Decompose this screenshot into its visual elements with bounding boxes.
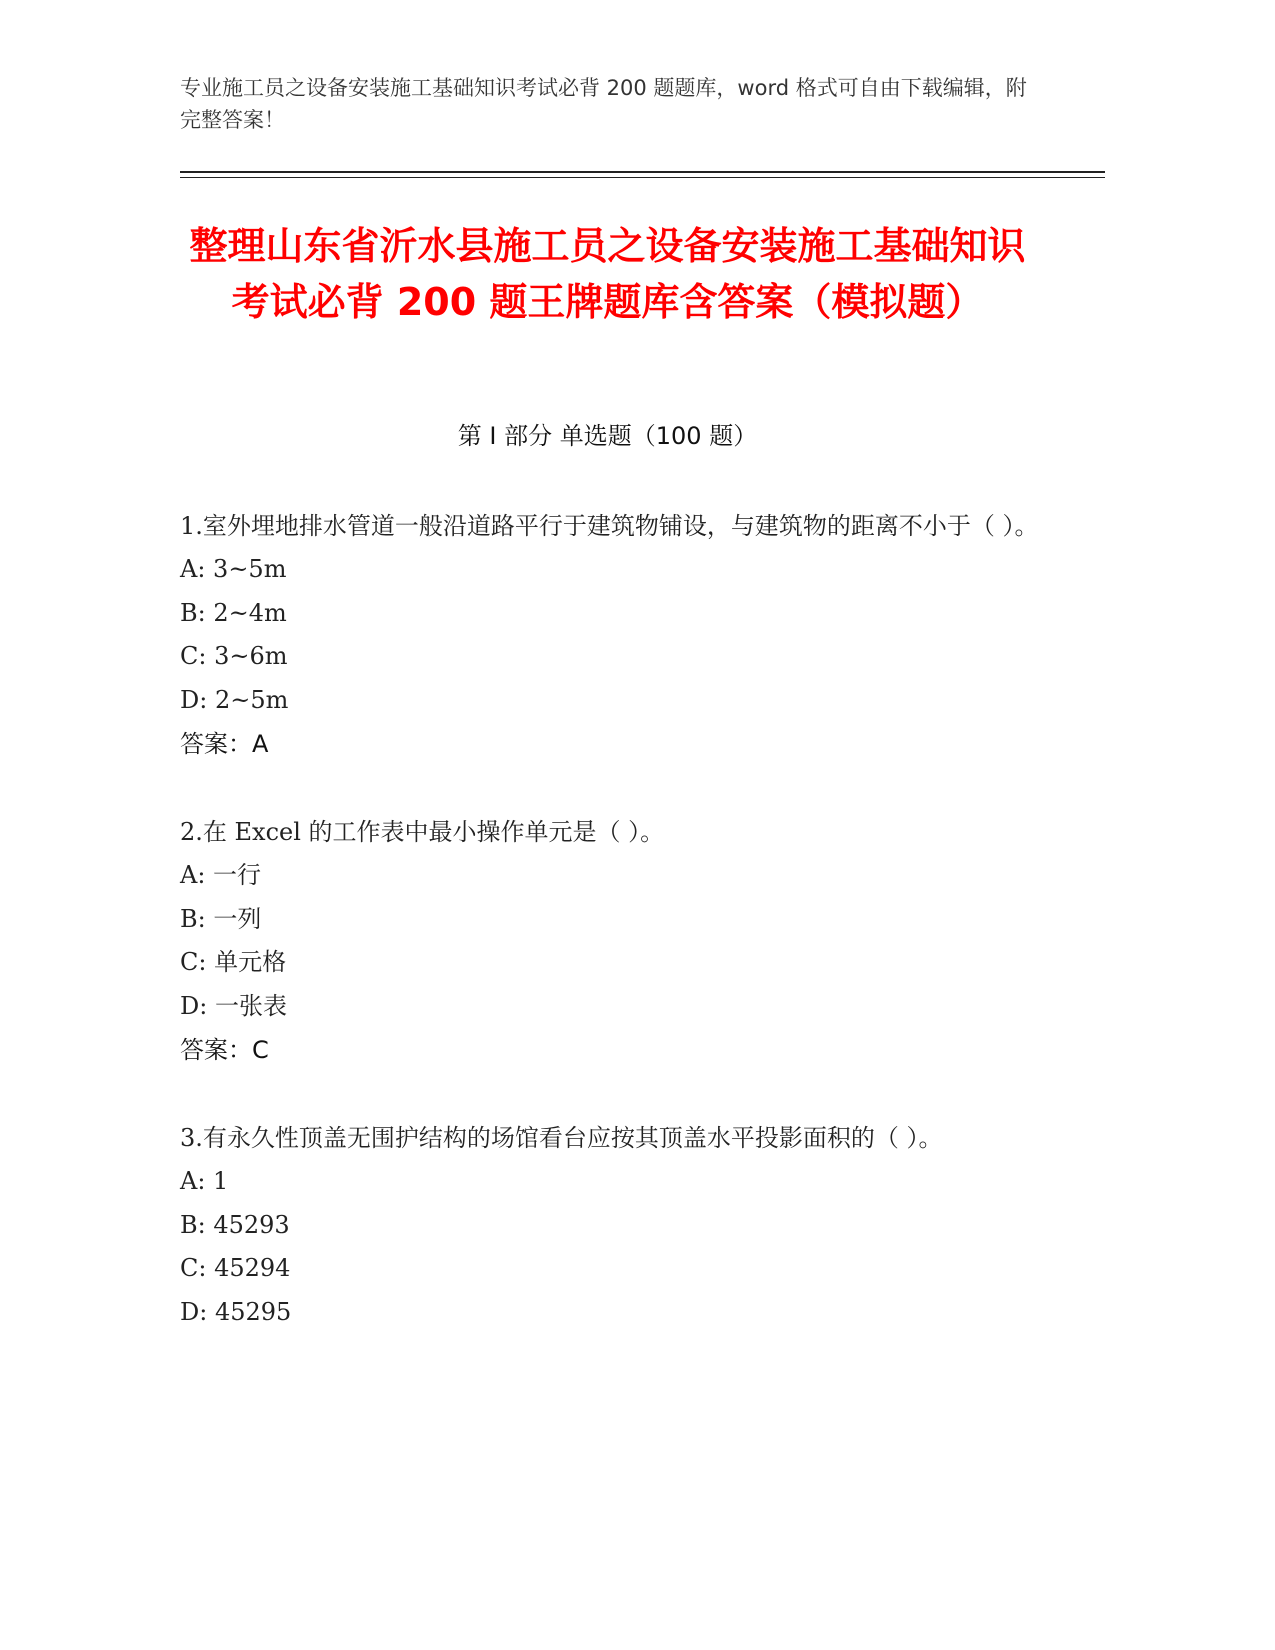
header-note: 专业施工员之设备安装施工基础知识考试必背 200 题题库，word 格式可自由下载编辑，附完整答案！ (180, 76, 1027, 132)
option-c: C: 45294 (180, 1254, 291, 1282)
section-heading: 第 I 部分 单选题（100 题） (457, 422, 758, 450)
option-b: B: 2~4m (180, 598, 287, 627)
option-d: D: 2~5m (180, 685, 289, 714)
document-title: 整理山东省沂水县施工员之设备安装施工基础知识考试必背 200 题王牌题库含答案（模拟题） (189, 224, 1026, 324)
option-c: C: 3~6m (180, 642, 288, 670)
question-3 (180, 1116, 1040, 1334)
option-c: C: 单元格 (180, 948, 287, 976)
option-a: A: 一行 (180, 861, 262, 889)
question-list (180, 504, 1040, 1378)
option-b: B: 45293 (180, 1210, 290, 1239)
question-stem: 3.有永久性顶盖无围护结构的场馆看台应按其顶盖水平投影面积的（ ）。 (180, 1124, 943, 1152)
option-d: D: 45295 (180, 1297, 292, 1326)
header-divider-thick (180, 171, 1105, 173)
option-a: A: 1 (180, 1167, 229, 1195)
question-2 (180, 810, 1040, 1072)
question-stem: 2.在 Excel 的工作表中最小操作单元是（ ）。 (180, 818, 665, 846)
option-d: D: 一张表 (180, 991, 287, 1020)
option-b: B: 一列 (180, 904, 262, 933)
question-stem: 1.室外埋地排水管道一般沿道路平行于建筑物铺设，与建筑物的距离不小于（ ）。 (180, 512, 1039, 540)
answer: 答案：A (180, 730, 269, 758)
header-divider-thin (180, 177, 1105, 178)
option-a: A: 3~5m (180, 555, 287, 583)
answer: 答案：C (180, 1036, 269, 1064)
question-1 (180, 504, 1040, 766)
